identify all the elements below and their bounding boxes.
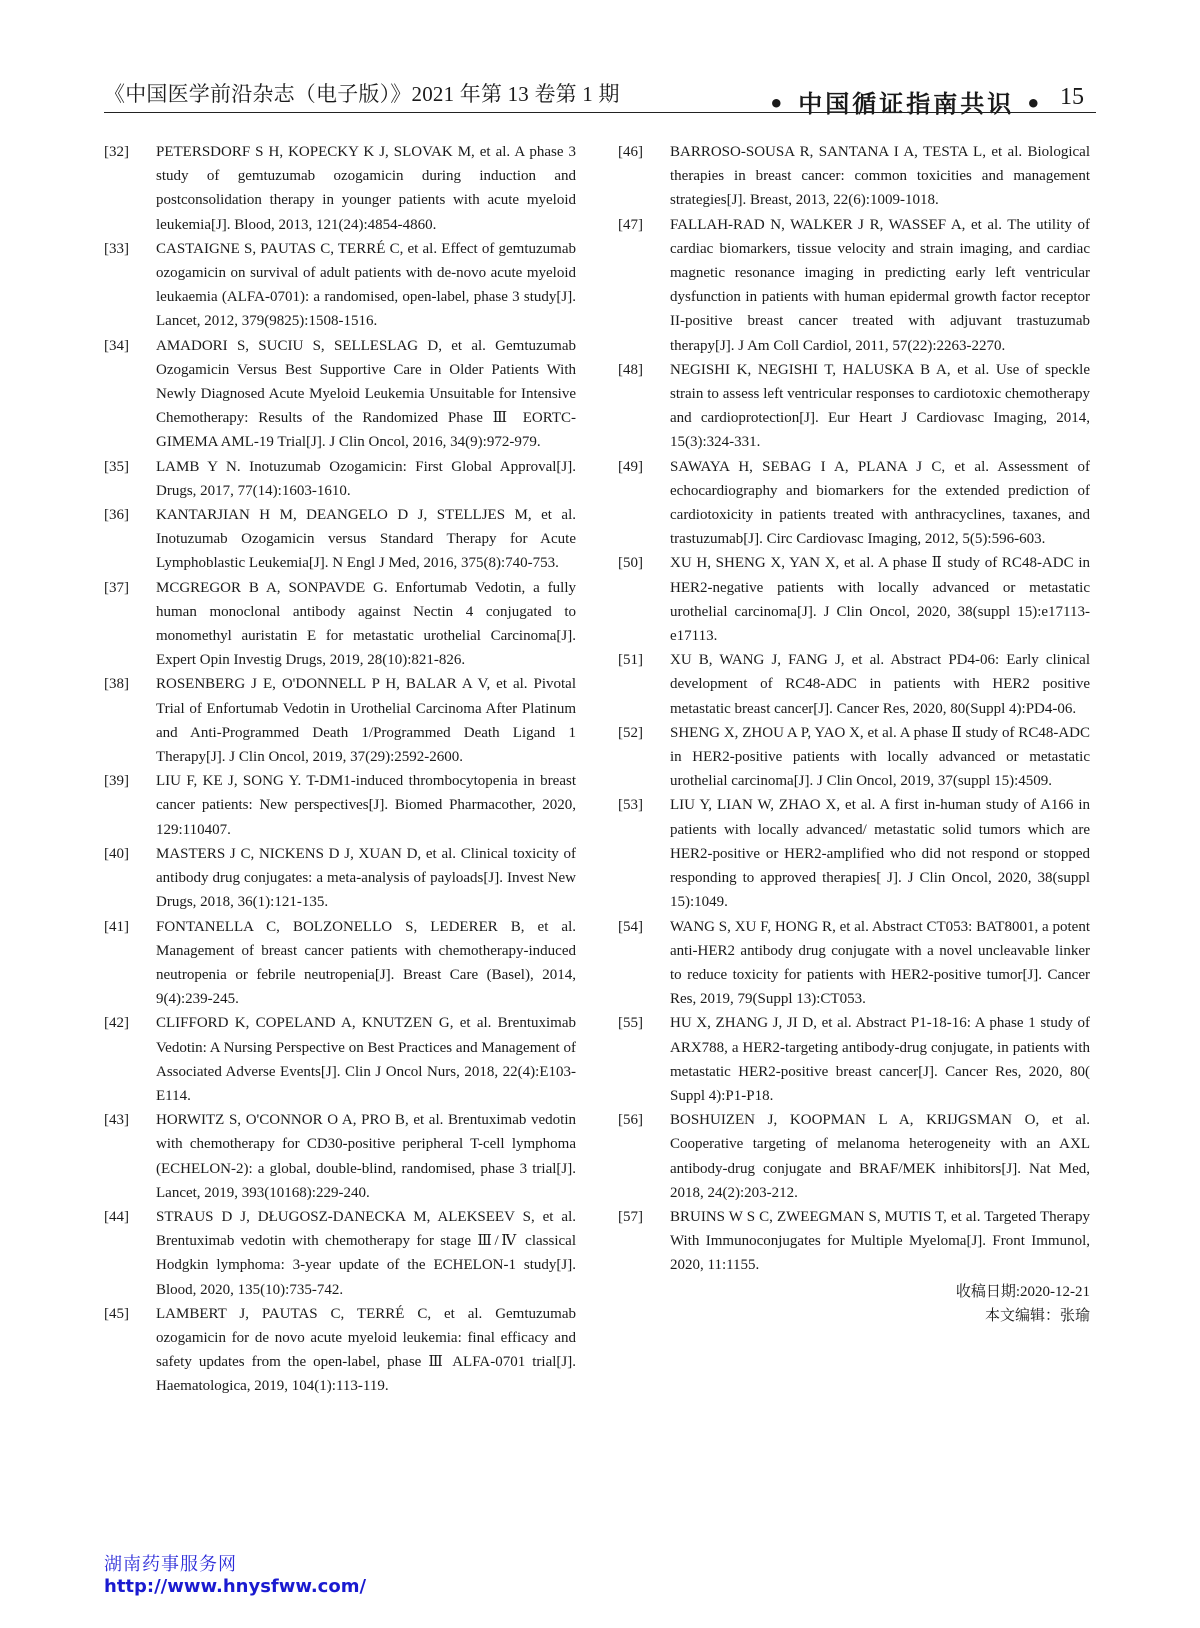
reference-number: [52]: [618, 724, 643, 741]
reference-number: [56]: [618, 1112, 643, 1129]
reference-entry: [618, 140, 1090, 213]
reference-text: BRUINS W S C, ZWEEGMAN S, MUTIS T, et al. Targeted Therapy With Immunoconjugates for Multiple Myeloma[J]. Front Immunol, 2020, 11:1155.: [670, 1208, 1090, 1274]
reference-text: LIU Y, LIAN W, ZHAO X, et al. A first in-human study of A166 in patients with locally advanced/ metastatic solid tumors which are HER2-positive or HER2-amplified who did not respond or stopped responding to approved therapies[ J]. J Clin Oncol, 2020, 38(suppl 15):1049.: [670, 797, 1090, 911]
reference-text: HORWITZ S, O'CONNOR O A, PRO B, et al. Brentuximab vedotin with chemotherapy for CD30-positive peripheral T-cell lymphoma (ECHELON-2): a global, double-blind, randomised, phase 3 trial[J]. Lancet, 2019, 393(10168):229-240.: [156, 1112, 576, 1201]
watermark-site-name: 湖南药事服务网: [104, 1554, 237, 1575]
reference-entry: [104, 1205, 576, 1302]
reference-entry: [104, 1302, 576, 1399]
reference-number: [46]: [618, 144, 643, 160]
reference-entry: [618, 213, 1090, 358]
reference-entry: [104, 672, 576, 769]
reference-number: [53]: [618, 797, 643, 814]
reference-number: [33]: [104, 240, 129, 257]
watermark-url-link[interactable]: http://www.hnysfww.com/: [104, 1576, 367, 1597]
reference-number: [55]: [618, 1015, 643, 1032]
editor-credit: 本文编辑：张瑜: [984, 1307, 1090, 1324]
reference-text: CASTAIGNE S, PAUTAS C, TERRÉ C, et al. Effect of gemtuzumab ozogamicin on survival of adult patients with de-novo acute myeloid leukaemia (ALFA-0701): a randomised, open-label, phase 3 study[J]. Lancet, 2012, 379(9825):1508-1516.: [156, 240, 576, 330]
reference-text: NEGISHI K, NEGISHI T, HALUSKA B A, et al. Use of speckle strain to assess left ventricular responses to cardiotoxic chemotherapy and cardioprotection[J]. Eur Heart J Cardiovasc Imaging, 2014, 15(3):324-331.: [670, 361, 1090, 451]
reference-entry: [618, 455, 1090, 552]
reference-text: STRAUS D J, DŁUGOSZ-DANECKA M, ALEKSEEV S, et al. Brentuximab vedotin with chemotherapy for stage Ⅲ/Ⅳ classical Hodgkin lymphoma: 3-year update of the ECHELON-1 study[J]. Blood, 2020, 135(10):735-742.: [156, 1208, 576, 1298]
reference-text: SAWAYA H, SEBAG I A, PLANA J C, et al. Assessment of echocardiography and biomarkers for the extended prediction of cardiotoxicity in patients treated with anthracyclines, taxanes, and trastuzumab[J]. Circ Cardiovasc Imaging, 2012, 5(5):596-603.: [670, 458, 1090, 548]
section-title: • 中国循证指南共识 •: [768, 90, 1044, 118]
reference-number: [42]: [104, 1015, 129, 1032]
reference-text: AMADORI S, SUCIU S, SELLESLAG D, et al. Gemtuzumab Ozogamicin Versus Best Supportive Care in Older Patients With Newly Diagnosed Acute Myeloid Leukemia Unsuitable for Intensive Chemotherapy: Results of the Randomized Phase Ⅲ EORTC-GIMEMA AML-19 Trial[J]. J Clin Oncol, 2016, 34(9):972-979.: [156, 337, 576, 451]
reference-entry: [104, 915, 576, 1012]
reference-entry: [104, 503, 576, 576]
reference-text: FONTANELLA C, BOLZONELLO S, LEDERER B, et al. Management of breast cancer patients with chemotherapy-induced neutropenia or febrile neutropenia[J]. Breast Care (Basel), 2014, 9(4):239-245.: [156, 918, 576, 1008]
reference-entry: [104, 1108, 576, 1205]
reference-entry: [104, 769, 576, 842]
reference-number: [51]: [618, 652, 643, 669]
reference-number: [40]: [104, 845, 129, 862]
reference-number: [54]: [618, 918, 643, 935]
reference-entry: [618, 551, 1090, 648]
reference-entry: [104, 140, 576, 237]
reference-text: XU B, WANG J, FANG J, et al. Abstract PD4-06: Early clinical development of RC48-ADC in patients with HER2 positive metastatic breast cancer[J]. Cancer Res, 2020, 80(Suppl 4):PD4-06.: [670, 652, 1090, 717]
reference-entry: [618, 358, 1090, 455]
reference-entry: [104, 576, 576, 673]
received-date: 收稿日期:2020-12-21: [955, 1283, 1090, 1300]
reference-text: LIU F, KE J, SONG Y. T-DM1-induced thrombocytopenia in breast cancer patients: New perspectives[J]. Biomed Pharmacother, 2020, 129:110407.: [156, 773, 576, 838]
reference-text: ROSENBERG J E, O'DONNELL P H, BALAR A V, et al. Pivotal Trial of Enfortumab Vedotin in Urothelial Carcinoma After Platinum and Anti-Programmed Death 1/Programmed Death Ligand 1 Therapy[J]. J Clin Oncol, 2019, 37(29):2592-2600.: [156, 676, 576, 766]
journal-header: 《中国医学前沿杂志（电子版）》2021 年第 13 卷第 1 期: [104, 82, 620, 106]
page-number: 15: [1060, 84, 1084, 110]
reference-number: [43]: [104, 1112, 129, 1129]
reference-number: [47]: [618, 216, 643, 233]
reference-text: MCGREGOR B A, SONPAVDE G. Enfortumab Vedotin, a fully human monoclonal antibody against Nectin 4 conjugated to monomethyl auristatin E for metastatic urothelial Carcinoma[J]. Expert Opin Investig Drugs, 2019, 28(10):821-826.: [156, 579, 576, 669]
reference-entry: [104, 237, 576, 334]
watermark: [104, 1554, 366, 1598]
reference-number: [32]: [104, 144, 129, 160]
reference-number: [37]: [104, 579, 129, 596]
reference-entry: [618, 1205, 1090, 1278]
reference-entry: [618, 915, 1090, 1012]
reference-entry: [618, 1011, 1090, 1108]
references-left-column: [104, 140, 576, 1399]
reference-text: CLIFFORD K, COPELAND A, KNUTZEN G, et al. Brentuximab Vedotin: A Nursing Perspective on Best Practices and Management of Associated Adverse Events[J]. Clin J Oncol Nurs, 2018, 22(4):E103-E114.: [156, 1015, 576, 1104]
reference-number: [48]: [618, 361, 643, 378]
reference-number: [35]: [104, 458, 129, 475]
references-right-list: [618, 140, 1090, 1278]
reference-number: [50]: [618, 555, 643, 572]
references-right-column: [618, 140, 1090, 1328]
reference-text: PETERSDORF S H, KOPECKY K J, SLOVAK M, et al. A phase 3 study of gemtuzumab ozogamicin during induction and postconsolidation therapy in younger patients with acute myeloid leukemia[J]. Blood, 2013, 121(24):4854-4860.: [156, 144, 576, 233]
reference-number: [44]: [104, 1208, 129, 1225]
reference-entry: [618, 648, 1090, 721]
reference-text: WANG S, XU F, HONG R, et al. Abstract CT053: BAT8001, a potent anti-HER2 antibody drug conjugate with a novel uncleavable linker to reduce toxicity for patients with HER2-positive tumor[J]. Cancer Res, 2019, 79(Suppl 13):CT053.: [670, 918, 1090, 1008]
reference-text: BARROSO-SOUSA R, SANTANA I A, TESTA L, et al. Biological therapies in breast cancer: common toxicities and management strategies[J]. Breast, 2013, 22(6):1009-1018.: [670, 144, 1090, 209]
reference-text: FALLAH-RAD N, WALKER J R, WASSEF A, et al. The utility of cardiac biomarkers, tissue velocity and strain imaging, and cardiac magnetic resonance imaging in predicting early left ventricular dysfunction in patients with human epidermal growth factor receptor II-positive breast cancer treated with adjuvant trastuzumab therapy[J]. J Am Coll Cardiol, 2011, 57(22):2263-2270.: [670, 216, 1090, 354]
reference-text: BOSHUIZEN J, KOOPMAN L A, KRIJGSMAN O, et al. Cooperative targeting of melanoma heterogeneity with an AXL antibody-drug conjugate and BRAF/MEK inhibitors[J]. Nat Med, 2018, 24(2):203-212.: [670, 1112, 1090, 1201]
reference-entry: [618, 793, 1090, 914]
reference-number: [39]: [104, 773, 129, 790]
reference-number: [34]: [104, 337, 129, 354]
reference-entry: [618, 1108, 1090, 1205]
reference-number: [45]: [104, 1305, 129, 1322]
reference-number: [38]: [104, 676, 129, 693]
reference-number: [41]: [104, 918, 129, 935]
header-rule: [104, 112, 1096, 113]
reference-entry: [104, 842, 576, 915]
reference-entry: [104, 334, 576, 455]
reference-number: [36]: [104, 507, 129, 524]
reference-text: LAMBERT J, PAUTAS C, TERRÉ C, et al. Gemtuzumab ozogamicin for de novo acute myeloid leukemia: final efficacy and safety updates from the open-label, phase Ⅲ ALFA-0701 trial[J]. Haematologica, 2019, 104(1):113-119.: [156, 1305, 576, 1395]
reference-number: [57]: [618, 1208, 643, 1225]
reference-number: [49]: [618, 458, 643, 475]
reference-text: KANTARJIAN H M, DEANGELO D J, STELLJES M, et al. Inotuzumab Ozogamicin versus Standard Therapy for Acute Lymphoblastic Leukemia[J]. N Engl J Med, 2016, 375(8):740-753.: [156, 507, 576, 572]
reference-text: LAMB Y N. Inotuzumab Ozogamicin: First Global Approval[J]. Drugs, 2017, 77(14):1603-1610.: [156, 458, 576, 499]
reference-text: SHENG X, ZHOU A P, YAO X, et al. A phase Ⅱ study of RC48-ADC in HER2-positive patients with locally advanced or metastatic urothelial carcinoma[J]. J Clin Oncol, 2019, 37(suppl 15):4509.: [670, 724, 1090, 790]
reference-text: HU X, ZHANG J, JI D, et al. Abstract P1-18-16: A phase 1 study of ARX788, a HER2-targeting antibody-drug conjugate, in patients with metastatic HER2-positive breast cancer[J]. Cancer Res, 2020, 80( Suppl 4):P1-P18.: [670, 1015, 1090, 1104]
reference-text: MASTERS J C, NICKENS D J, XUAN D, et al. Clinical toxicity of antibody drug conjugates: a meta-analysis of payloads[J]. Invest New Drugs, 2018, 36(1):121-135.: [156, 845, 576, 911]
reference-text: XU H, SHENG X, YAN X, et al. A phase Ⅱ study of RC48-ADC in HER2-negative patients with locally advanced or metastatic urothelial carcinoma[J]. J Clin Oncol, 2020, 38(suppl 15):e17113-e17113.: [670, 555, 1090, 645]
reference-entry: [104, 455, 576, 503]
reference-entry: [618, 721, 1090, 794]
reference-entry: [104, 1011, 576, 1108]
